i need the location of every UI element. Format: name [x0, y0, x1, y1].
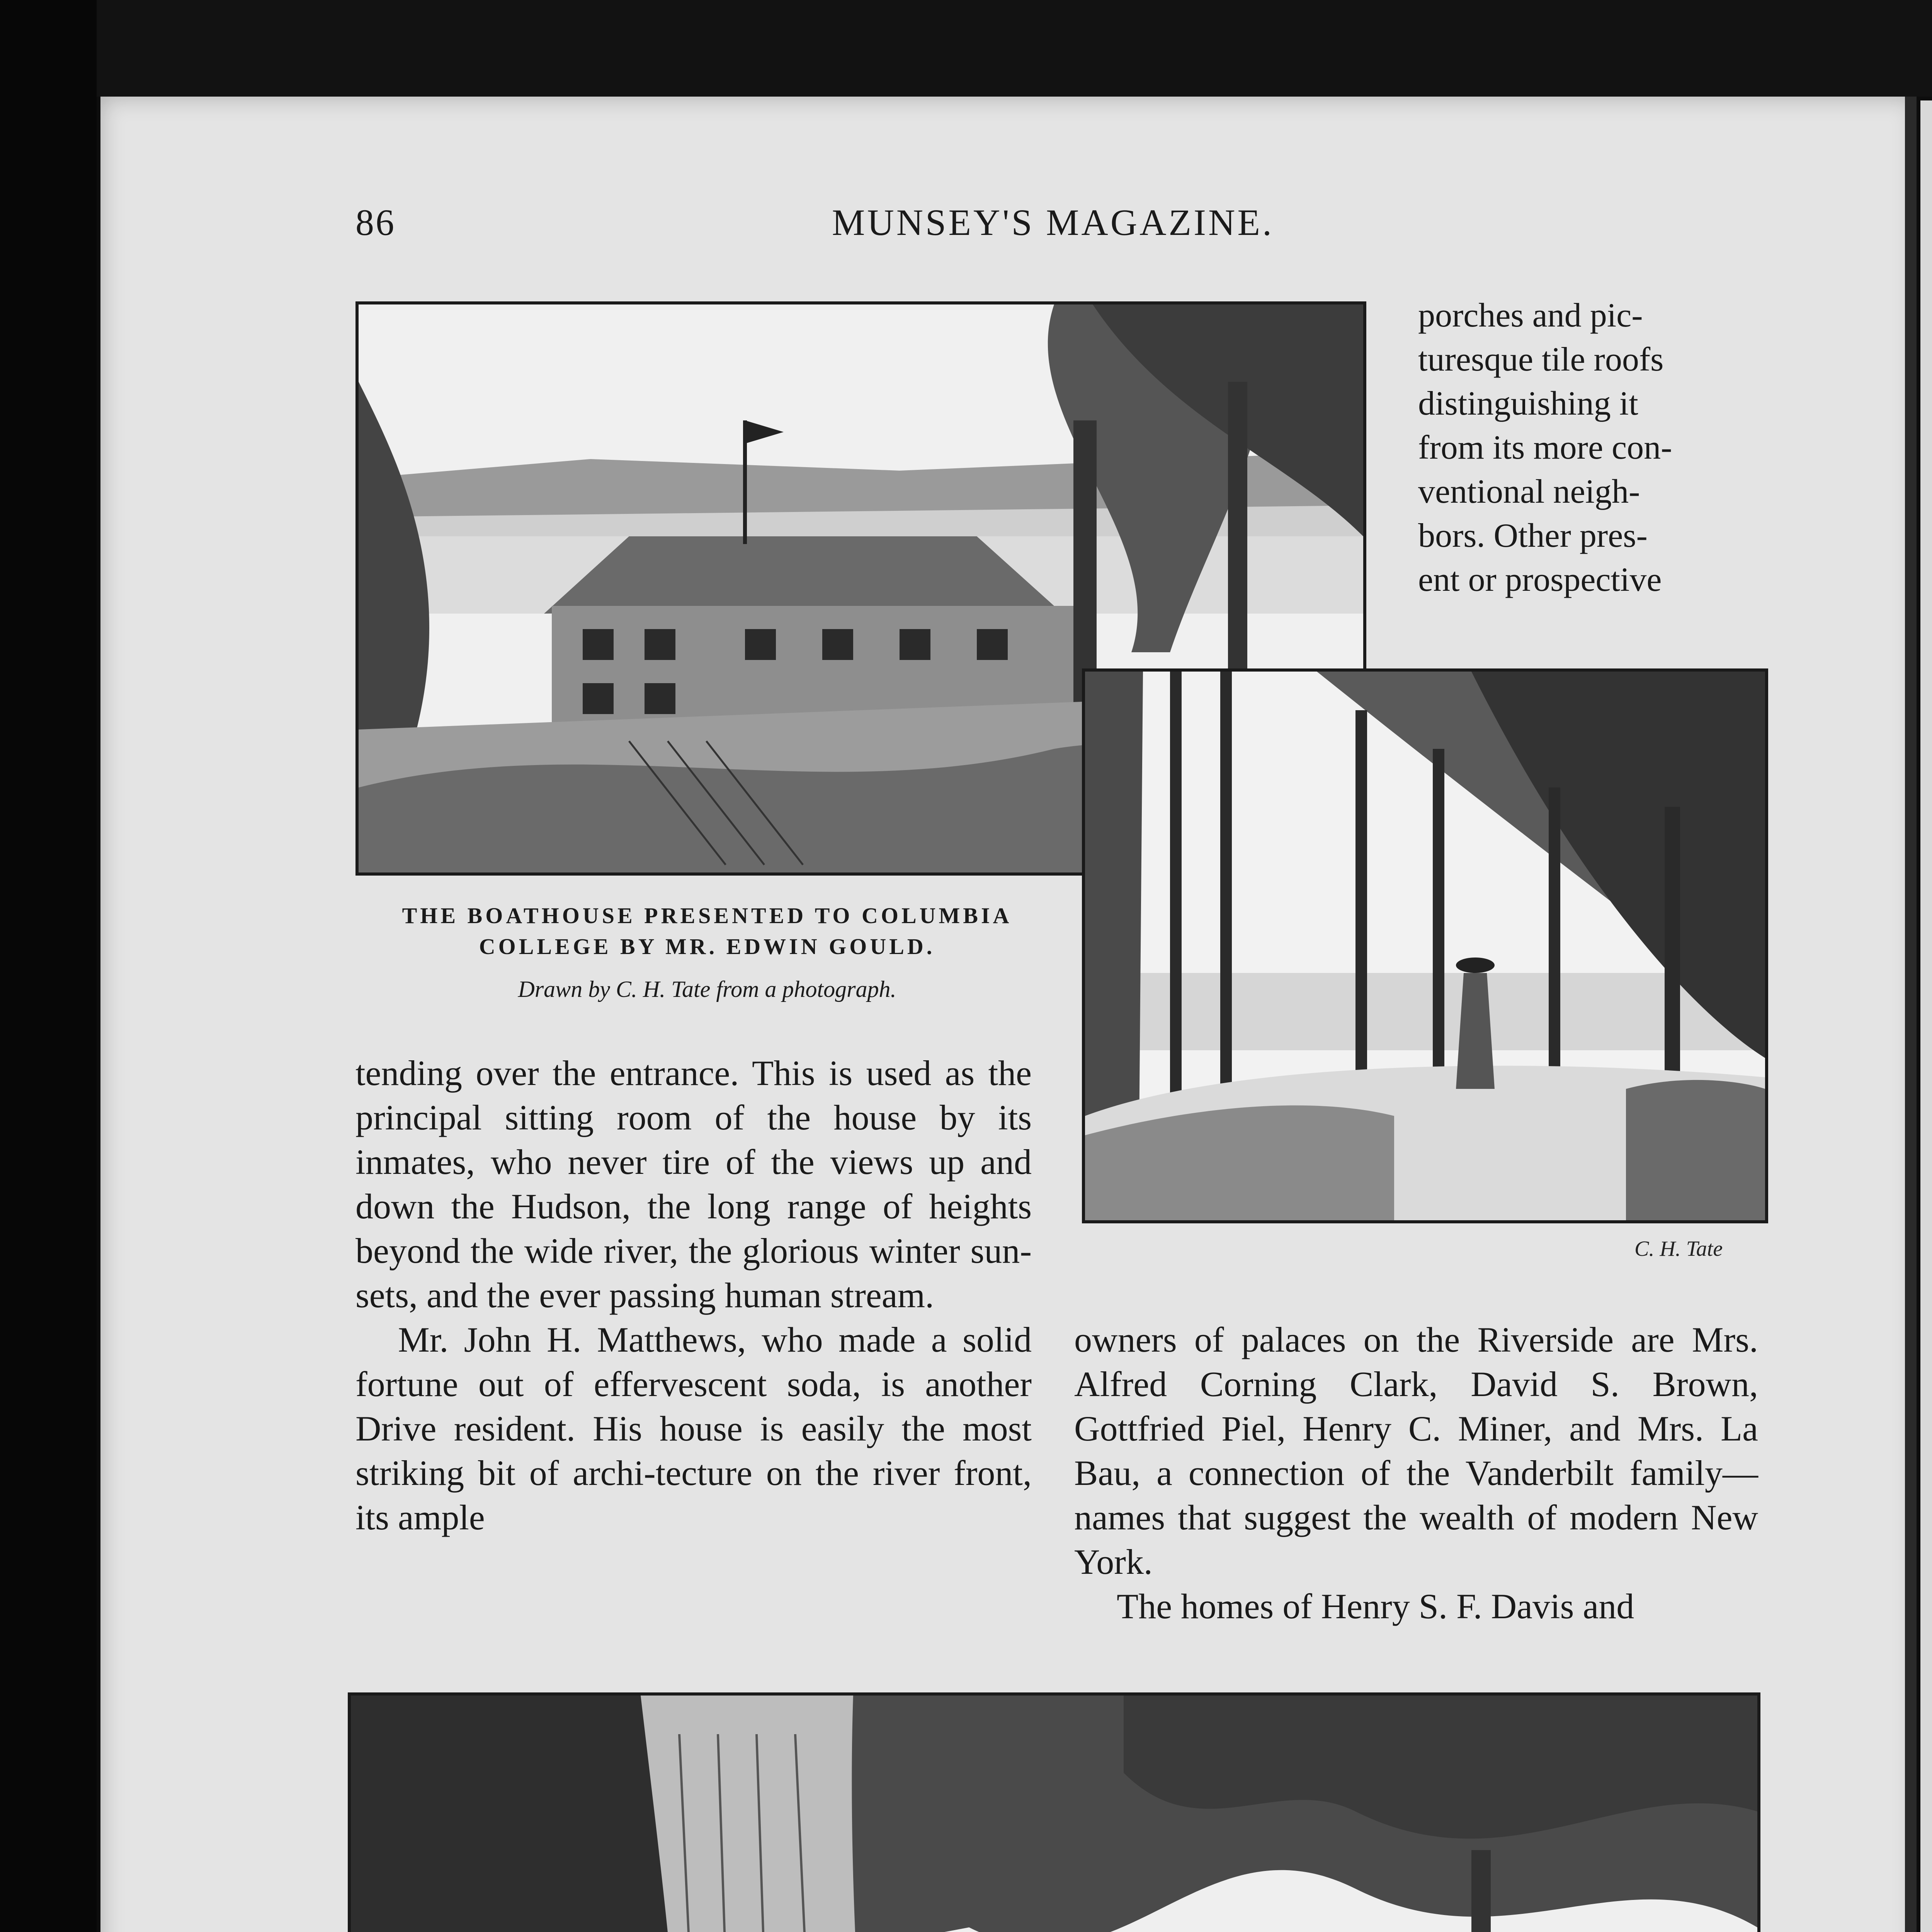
- scan-top-margin: [97, 0, 1932, 97]
- boathouse-caption: [355, 900, 1059, 962]
- boathouse-caption-line2: COLLEGE BY MR. EDWIN GOULD.: [479, 934, 935, 959]
- boathouse-caption-line1: THE BOATHOUSE PRESENTED TO COLUMBIA: [402, 903, 1012, 928]
- text-line: turesque tile roofs: [1418, 341, 1664, 378]
- walk-illustration: [348, 1692, 1760, 1932]
- artist-signature: C. H. Tate: [1634, 1237, 1723, 1261]
- boathouse-credit: Drawn by C. H. Tate from a photograph.: [518, 976, 896, 1002]
- left-paragraph-2: Mr. John H. Matthews, who made a solid fortune out of effervescent soda, is another Drive resident. His house is easily the most striking bit of archi-tecture on the river front, its ample: [355, 1320, 1032, 1537]
- text-line: bors. Other pres-: [1418, 517, 1648, 554]
- text-line: distinguishing it: [1418, 385, 1638, 422]
- right-paragraph-1: owners of palaces on the Riverside are Mrs. Alfred Corning Clark, David S. Brown, Gottfried Piel, Henry C. Miner, and Mrs. La Bau, a connection of the Vanderbilt family—names that suggest the wealth of modern New York.: [1074, 1320, 1758, 1582]
- magazine-title: MUNSEY'S MAGAZINE.: [832, 202, 1274, 243]
- text-line: from its more con-: [1418, 429, 1672, 466]
- running-header: [348, 201, 1758, 255]
- left-text-column: [355, 1051, 1032, 1540]
- riverside-path-illustration: [1082, 668, 1768, 1223]
- page-number: 86: [355, 202, 396, 243]
- left-paragraph-1: tending over the entrance. This is used as the principal sitting room of the house by its inmates, who never tire of the views up and down the Hudson, the long range of heights beyond the wide river, the glorious winter sun-sets, and the ever passing human stream.: [355, 1053, 1032, 1315]
- text-line: ent or prospective: [1418, 561, 1662, 599]
- top-right-text-column: [1418, 294, 1758, 602]
- adjacent-page-edge: [1920, 100, 1932, 1932]
- text-line: ventional neigh-: [1418, 473, 1640, 510]
- text-line: porches and pic-: [1418, 297, 1643, 334]
- right-text-column: [1074, 1318, 1758, 1629]
- riverside-path-drawing: [1085, 672, 1765, 1220]
- page-gutter: [1905, 97, 1917, 1932]
- scan-left-margin: [0, 0, 97, 1932]
- walk-drawing: [351, 1696, 1757, 1932]
- right-paragraph-2: The homes of Henry S. F. Davis and: [1117, 1587, 1634, 1626]
